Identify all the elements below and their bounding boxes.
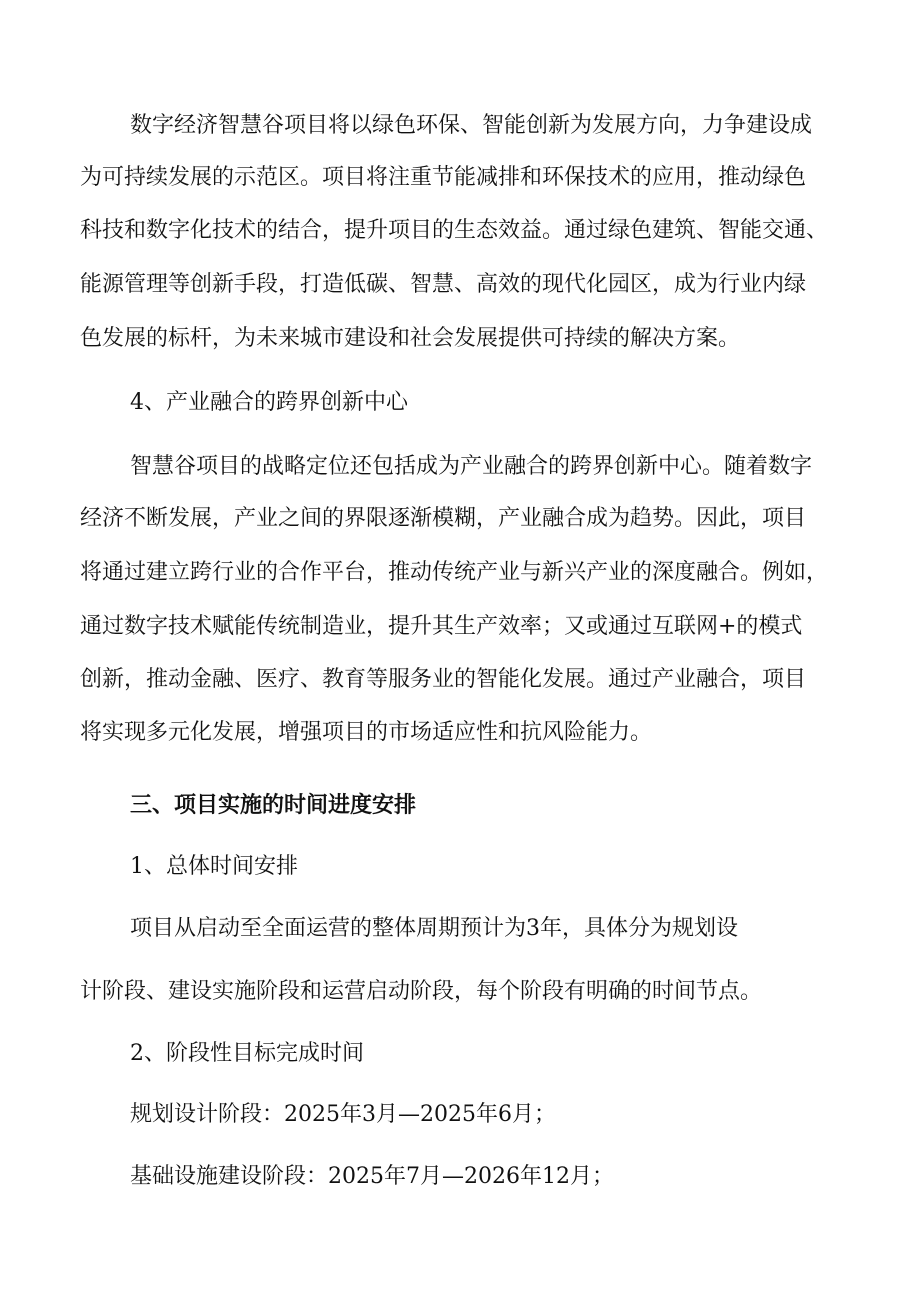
paragraph-line: 为可持续发展的示范区。项目将注重节能减排和环保技术的应用，推动绿色 <box>80 165 807 190</box>
stage-item: 规划设计阶段：2025年3月—2025年6月； <box>130 1102 556 1127</box>
paragraph-line: 色发展的标杆，为未来城市建设和社会发展提供可持续的解决方案。 <box>80 326 741 351</box>
subsection-heading: 1、总体时间安排 <box>130 854 298 879</box>
paragraph-line: 数字经济智慧谷项目将以绿色环保、智能创新为发展方向，力争建设成 <box>130 113 813 138</box>
paragraph-line: 经济不断发展，产业之间的界限逐渐模糊，产业融合成为趋势。因此，项目 <box>80 506 807 531</box>
paragraph-line: 科技和数字化技术的结合，提升项目的生态效益。通过绿色建筑、智能交通、 <box>80 218 829 243</box>
section-heading: 4、产业融合的跨界创新中心 <box>130 390 408 415</box>
paragraph-line: 将通过建立跨行业的合作平台，推动传统产业与新兴产业的深度融合。例如， <box>80 560 829 585</box>
paragraph-line: 通过数字技术赋能传统制造业，提升其生产效率；又或通过互联网+的模式 <box>80 614 803 639</box>
paragraph-line: 项目从启动至全面运营的整体周期预计为3年，具体分为规划设 <box>130 916 738 941</box>
stage-item: 基础设施建设阶段：2025年7月—2026年12月； <box>130 1164 614 1189</box>
paragraph-line: 计阶段、建设实施阶段和运营启动阶段，每个阶段有明确的时间节点。 <box>80 979 763 1004</box>
paragraph-line: 智慧谷项目的战略定位还包括成为产业融合的跨界创新中心。随着数字 <box>130 454 813 479</box>
paragraph-line: 创新，推动金融、医疗、教育等服务业的智能化发展。通过产业融合，项目 <box>80 667 807 692</box>
chapter-heading: 三、项目实施的时间进度安排 <box>130 792 417 818</box>
paragraph-line: 将实现多元化发展，增强项目的市场适应性和抗风险能力。 <box>80 720 653 745</box>
paragraph-line: 能源管理等创新手段，打造低碳、智慧、高效的现代化园区，成为行业内绿 <box>80 272 807 297</box>
subsection-heading: 2、阶段性目标完成时间 <box>130 1041 364 1066</box>
